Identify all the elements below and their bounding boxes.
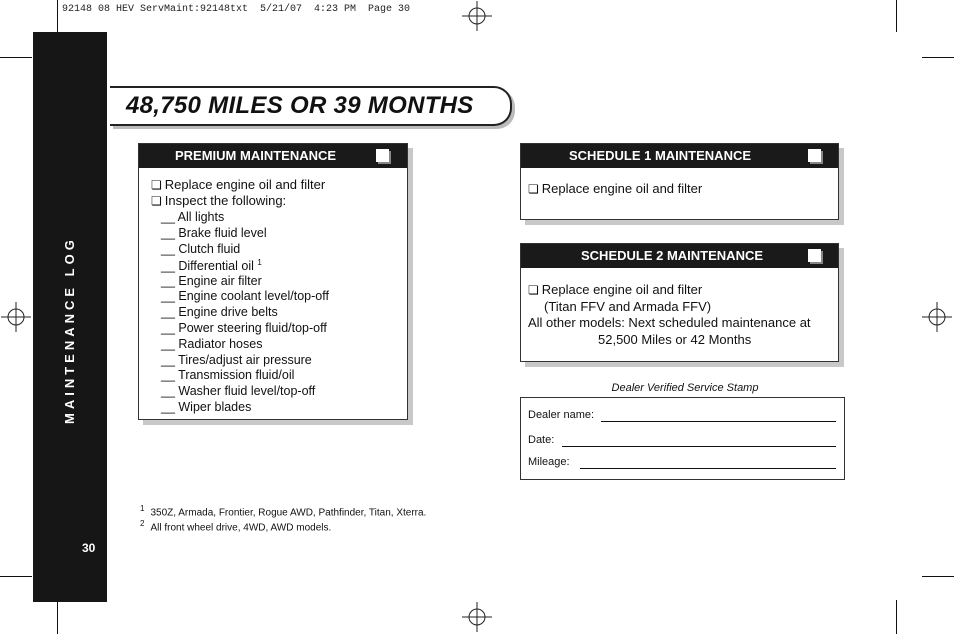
schedule-1-heading: SCHEDULE 1 MAINTENANCE	[569, 148, 752, 163]
inspect-item: __ Brake fluid level	[161, 226, 267, 240]
schedule-2-heading: SCHEDULE 2 MAINTENANCE	[581, 248, 764, 263]
crop-mark	[57, 0, 58, 32]
dealer-stamp-box	[520, 397, 845, 480]
checkbox-icon[interactable]	[808, 249, 821, 262]
inspect-item: __ Transmission fluid/oil	[161, 368, 295, 382]
checkbox-icon[interactable]	[376, 149, 389, 162]
footnote-mark: 1	[140, 504, 145, 513]
schedule-2-header	[521, 244, 838, 268]
crop-mark	[0, 576, 32, 577]
date-label: Date:	[528, 434, 555, 446]
checkbox-icon[interactable]: ❏	[528, 182, 539, 196]
registration-mark-icon	[922, 302, 952, 332]
checkbox-icon[interactable]: ❏	[528, 283, 539, 297]
premium-maintenance-heading: PREMIUM MAINTENANCE	[175, 148, 337, 163]
schedule-2-other-models: All other models: Next scheduled maintenance at	[528, 315, 811, 330]
inspect-item: __ Power steering fluid/top-off	[161, 321, 327, 335]
inspect-item: __ Wiper blades	[161, 400, 252, 414]
registration-mark-icon	[462, 602, 492, 632]
schedule-1-box	[520, 143, 839, 220]
schedule-2-item-oil: ❏ Replace engine oil and filter	[528, 282, 703, 297]
footnote: $^2$ All front wheel drive, 4WD, AWD models.	[140, 519, 332, 534]
premium-item-inspect: ❏ Inspect the following:	[151, 193, 287, 208]
inspect-item: __ Engine coolant level/top-off	[161, 289, 329, 303]
inspect-item: __ Radiator hoses	[161, 337, 263, 351]
footnote: $^1$ 350Z, Armada, Frontier, Rogue AWD, Pathfinder, Titan, Xterra.	[140, 504, 427, 519]
page-title: 48,750 MILES OR 39 MONTHS	[126, 92, 474, 119]
title-banner	[110, 86, 512, 126]
premium-item-oil: ❏ Replace engine oil and filter	[151, 177, 326, 192]
footnote-ref: 1	[257, 258, 262, 267]
inspect-item: __ Engine air filter	[161, 274, 262, 288]
checkbox-icon[interactable]: ❏	[151, 194, 162, 208]
registration-mark-icon	[1, 302, 31, 332]
inspect-item: __ Washer fluid level/top-off	[161, 384, 316, 398]
footnote-mark: 2	[140, 519, 145, 528]
checkbox-icon[interactable]: ❏	[151, 178, 162, 192]
schedule-2-box	[520, 243, 839, 362]
sidebar-label: MAINTENANCE LOG	[62, 236, 77, 424]
dealer-name-label: Dealer name:	[528, 409, 595, 421]
checkbox-icon[interactable]	[808, 149, 821, 162]
crop-mark	[57, 600, 58, 634]
inspect-item: __ Differential oil $^1$	[161, 258, 262, 274]
page-number: 30	[82, 541, 96, 555]
schedule-1-header	[521, 144, 838, 168]
stamp-caption: Dealer Verified Service Stamp	[611, 382, 759, 394]
inspect-item: __ Clutch fluid	[161, 242, 241, 256]
crop-mark	[896, 600, 897, 634]
premium-maintenance-header	[139, 144, 407, 168]
date-field[interactable]	[562, 446, 836, 447]
inspect-item: __ Engine drive belts	[161, 305, 278, 319]
inspect-item: __ Tires/adjust air pressure	[161, 353, 312, 367]
crop-mark	[922, 57, 954, 58]
schedule-2-item-note: (Titan FFV and Armada FFV)	[544, 299, 712, 314]
dealer-name-field[interactable]	[601, 421, 836, 422]
mileage-field[interactable]	[580, 468, 836, 469]
registration-mark-icon	[462, 1, 492, 31]
premium-maintenance-box	[138, 143, 408, 420]
crop-mark	[0, 57, 32, 58]
printer-slug: 92148 08 HEV ServMaint:92148txt 5/21/07 4:23 PM Page 30	[62, 4, 411, 15]
mileage-label: Mileage:	[528, 456, 570, 468]
schedule-2-next-maintenance: 52,500 Miles or 42 Months	[598, 332, 752, 347]
schedule-1-item-oil: ❏ Replace engine oil and filter	[528, 181, 703, 196]
crop-mark	[896, 0, 897, 32]
crop-mark	[922, 576, 954, 577]
inspect-item: __ All lights	[161, 210, 225, 224]
